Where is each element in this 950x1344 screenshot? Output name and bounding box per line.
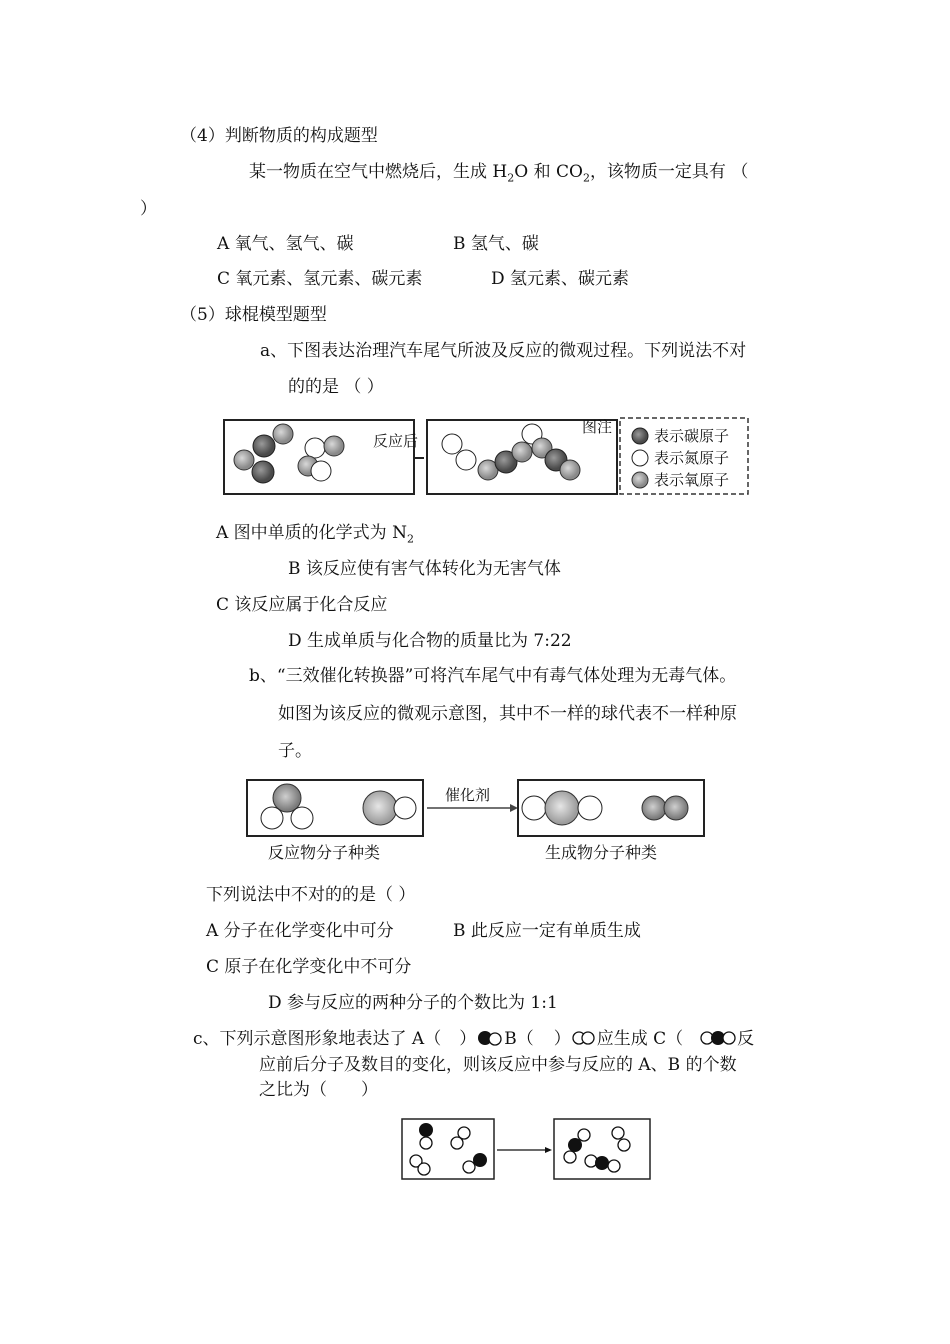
nitrogen-atom xyxy=(442,434,462,454)
oxygen-atom xyxy=(512,442,532,462)
oxygen-atom xyxy=(560,460,580,480)
q5c-stem-part1: c、下列示意图形象地表达了 A（ xyxy=(193,1029,442,1049)
q5a-option-b: B 该反应使有害气体转化为无害气体 xyxy=(288,559,561,579)
q4-stem-sub2: 2 xyxy=(582,171,590,185)
before-box xyxy=(402,1119,494,1179)
q4-stem-part3: ，该物质一定具有 （ xyxy=(589,162,749,182)
q5a-option-d: D 生成单质与化合物的质量比为 7:22 xyxy=(288,631,572,651)
molecule-b-icon xyxy=(571,1029,597,1047)
molecule-count-figure xyxy=(398,1115,654,1183)
q5c-stem-part5: 应生成 C（ xyxy=(596,1029,684,1049)
q4-stem xyxy=(249,162,748,185)
oxygen-legend-icon xyxy=(632,472,648,488)
q5c-stem-part3: B（ xyxy=(504,1029,534,1049)
legend-title: 图注 xyxy=(582,418,613,436)
small-atom xyxy=(522,796,546,820)
molecule-c-icon xyxy=(699,1029,737,1047)
q4-option-b: B 氢气、碳 xyxy=(453,234,539,254)
catalyst-label: 催化剂 xyxy=(445,786,491,804)
q5b-stem-line3: 子。 xyxy=(278,741,312,761)
oxygen-atom xyxy=(273,424,293,444)
large-atom xyxy=(545,791,579,825)
exhaust-reaction-figure xyxy=(220,408,754,502)
large-atom xyxy=(642,796,666,820)
molecule-b-atom xyxy=(451,1137,463,1149)
q5c-stem-line1 xyxy=(193,1029,754,1049)
carbon-atom xyxy=(252,461,274,483)
nitrogen-atom xyxy=(311,461,331,481)
molecule-a-white-atom xyxy=(463,1161,475,1173)
nitrogen-atom xyxy=(305,438,325,458)
reactant-label: 反应物分子种类 xyxy=(268,843,381,862)
q5b-stem-line1: b、“三效催化转换器”可将汽车尾气中有毒气体处理为无毒气体。 xyxy=(249,666,737,686)
carbon-atom xyxy=(253,435,275,457)
q5c-stem-part2: ） xyxy=(459,1029,477,1049)
q4-stem-part2: O 和 CO xyxy=(514,162,583,182)
q5b-question: 下列说法中不对的的是（ ） xyxy=(206,885,416,905)
legend-nitrogen: 表示氮原子 xyxy=(654,449,730,467)
carbon-legend-icon xyxy=(632,428,648,444)
molecule-a-dark-atom xyxy=(473,1153,487,1167)
q4-stem-part1: 某一物质在空气中燃烧后，生成 H xyxy=(249,162,508,182)
large-atom xyxy=(363,791,397,825)
q5a-option-a xyxy=(216,523,414,546)
molecule-b-atom xyxy=(618,1139,630,1151)
q4-option-c: C 氧元素、氢元素、碳元素 xyxy=(217,269,423,289)
q5a-option-c: C 该反应属于化合反应 xyxy=(216,595,388,615)
molecule-c-white-atom xyxy=(564,1151,576,1163)
q5c-stem-line2: 应前后分子及数目的变化，则该反应中参与反应的 A、B 的个数 xyxy=(259,1055,737,1075)
q5a-option-a-sub: 2 xyxy=(406,532,414,546)
q4-option-d: D 氢元素、碳元素 xyxy=(491,269,630,289)
q5b-option-c: C 原子在化学变化中不可分 xyxy=(206,957,412,977)
q5-heading: （5）球棍模型题型 xyxy=(180,305,327,325)
molecule-c-dark-atom xyxy=(595,1156,609,1170)
q4-stem-end: ） xyxy=(140,199,157,219)
q5b-option-d: D 参与反应的两种分子的个数比为 1:1 xyxy=(268,993,558,1013)
arrow-label: 反应后 xyxy=(373,432,419,450)
q4-heading: （4）判断物质的构成题型 xyxy=(180,126,378,146)
oxygen-atom xyxy=(234,450,254,470)
q5a-stem-line1: a、下图表达治理汽车尾气所波及反应的微观过程。下列说法不对 xyxy=(260,341,747,361)
arrow-head-icon xyxy=(510,804,518,812)
molecule-c-white-atom xyxy=(585,1155,597,1167)
nitrogen-legend-icon xyxy=(632,450,648,466)
arrow-head-icon xyxy=(545,1147,552,1153)
molecule-a-icon xyxy=(476,1029,504,1047)
q5b-option-a: A 分子在化学变化中可分 xyxy=(206,921,394,941)
q5b-option-b: B 此反应一定有单质生成 xyxy=(453,921,641,941)
catalytic-converter-figure xyxy=(242,776,708,864)
oxygen-atom xyxy=(324,436,344,456)
q5c-stem-part4: ） xyxy=(553,1029,571,1049)
q4-option-a: A 氧气、氢气、碳 xyxy=(217,234,354,254)
product-label: 生成物分子种类 xyxy=(545,843,658,862)
q5a-option-a-text: A 图中单质的化学式为 N xyxy=(216,523,407,543)
legend-oxygen: 表示氧原子 xyxy=(654,471,730,489)
molecule-b-atom xyxy=(612,1127,624,1139)
legend-carbon: 表示碳原子 xyxy=(654,427,730,445)
q5b-stem-line2: 如图为该反应的微观示意图，其中不一样的球代表不一样种原 xyxy=(278,704,737,724)
small-atom xyxy=(578,796,602,820)
small-atom xyxy=(394,797,416,819)
small-atom xyxy=(261,807,283,829)
molecule-c-white-atom xyxy=(608,1160,620,1172)
small-atom xyxy=(291,807,313,829)
molecule-a-white-atom xyxy=(420,1137,432,1149)
large-atom xyxy=(664,796,688,820)
q5c-stem-line3: 之比为（ ） xyxy=(259,1080,378,1100)
molecule-c-white-atom xyxy=(578,1129,590,1141)
nitrogen-atom xyxy=(456,450,476,470)
q5a-stem-line2: 的的是 （ ） xyxy=(288,377,384,397)
molecule-a-dark-atom xyxy=(419,1123,433,1137)
q5c-stem-part6: 反 xyxy=(737,1029,755,1049)
q4-stem-sub1: 2 xyxy=(507,171,515,185)
molecule-b-atom xyxy=(418,1163,430,1175)
